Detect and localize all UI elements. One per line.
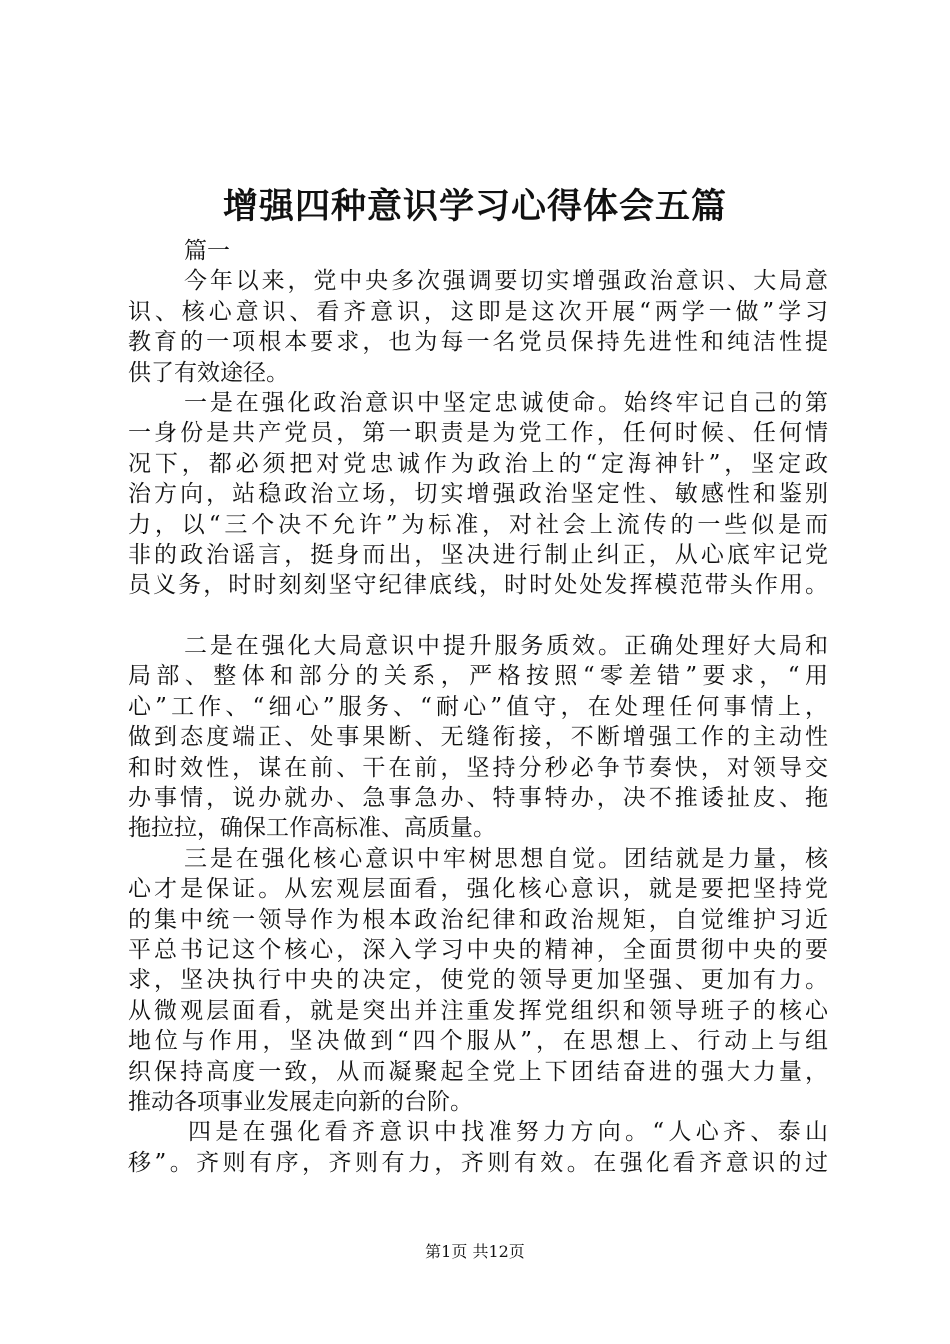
section-label: 篇一 <box>184 238 230 264</box>
text-line: 推动各项事业发展走向新的台阶。 <box>128 1088 473 1115</box>
text-line: 心”工作、“细心”服务、“耐心”值守，在处理任何事情上， <box>128 693 828 720</box>
text-line: 力，以“三个决不允许”为标准，对社会上流传的一些似是而 <box>128 511 828 538</box>
text-line: 做到态度端正、处事果断、无缝衔接，不断增强工作的主动性 <box>128 724 828 751</box>
text-line: 今年以来，党中央多次强调要切实增强政治意识、大局意 <box>184 268 828 295</box>
text-line: 一身份是共产党员，第一职责是为党工作，任何时候、任何情 <box>128 420 828 447</box>
text-line: 拖拉拉，确保工作高标准、高质量。 <box>128 815 496 842</box>
text-line: 供了有效途径。 <box>128 359 289 386</box>
text-line: 员义务，时时刻刻坚守纪律底线，时时处处发挥模范带头作用。 <box>128 572 828 599</box>
document-body <box>128 236 828 1178</box>
text-line: 四是在强化看齐意识中找准努力方向。“人心齐、泰山 <box>188 1119 828 1146</box>
text-line: 教育的一项根本要求，也为每一名党员保持先进性和纯洁性提 <box>128 329 828 356</box>
text-line: 非的政治谣言，挺身而出，坚决进行制止纠正，从心底牢记党 <box>128 541 828 568</box>
text-line: 移”。齐则有序，齐则有力，齐则有效。在强化看齐意识的过 <box>128 1149 828 1176</box>
text-line: 从微观层面看，就是突出并注重发挥党组织和领导班子的核心 <box>128 997 828 1024</box>
text-line: 局部、整体和部分的关系，严格按照“零差错”要求，“用 <box>128 663 828 690</box>
text-line: 织保持高度一致，从而凝聚起全党上下团结奋进的强大力量， <box>128 1058 828 1085</box>
blank-line <box>128 601 828 631</box>
text-line: 治方向，站稳政治立场，切实增强政治坚定性、敏感性和鉴别 <box>128 481 828 508</box>
text-line: 心才是保证。从宏观层面看，强化核心意识，就是要把坚持党 <box>128 876 828 903</box>
text-line: 的集中统一领导作为根本政治纪律和政治规矩，自觉维护习近 <box>128 906 828 933</box>
text-line: 况下，都必须把对党忠诚作为政治上的“定海神针”，坚定政 <box>128 450 828 477</box>
text-line: 一是在强化政治意识中坚定忠诚使命。始终牢记自己的第 <box>184 389 828 416</box>
text-line: 识、核心意识、看齐意识，这即是这次开展“两学一做”学习 <box>128 298 828 325</box>
text-line: 求，坚决执行中央的决定，使党的领导更加坚强、更加有力。 <box>128 967 828 994</box>
paragraph-lines <box>128 266 828 1178</box>
text-line: 地位与作用，坚决做到“四个服从”，在思想上、行动上与组 <box>128 1028 828 1055</box>
page-footer: 第1页 共12页 <box>425 1242 525 1261</box>
text-line: 办事情，说办就办、急事急办、特事特办，决不推诿扯皮、拖 <box>128 785 828 812</box>
text-line: 平总书记这个核心，深入学习中央的精神，全面贯彻中央的要 <box>128 936 828 963</box>
document-title: 增强四种意识学习心得体会五篇 <box>222 187 727 227</box>
text-line: 和时效性，谋在前、干在前，坚持分秒必争节奏快，对领导交 <box>128 754 828 781</box>
text-line: 二是在强化大局意识中提升服务质效。正确处理好大局和 <box>184 633 828 660</box>
text-line: 三是在强化核心意识中牢树思想自觉。团结就是力量，核 <box>184 845 828 872</box>
